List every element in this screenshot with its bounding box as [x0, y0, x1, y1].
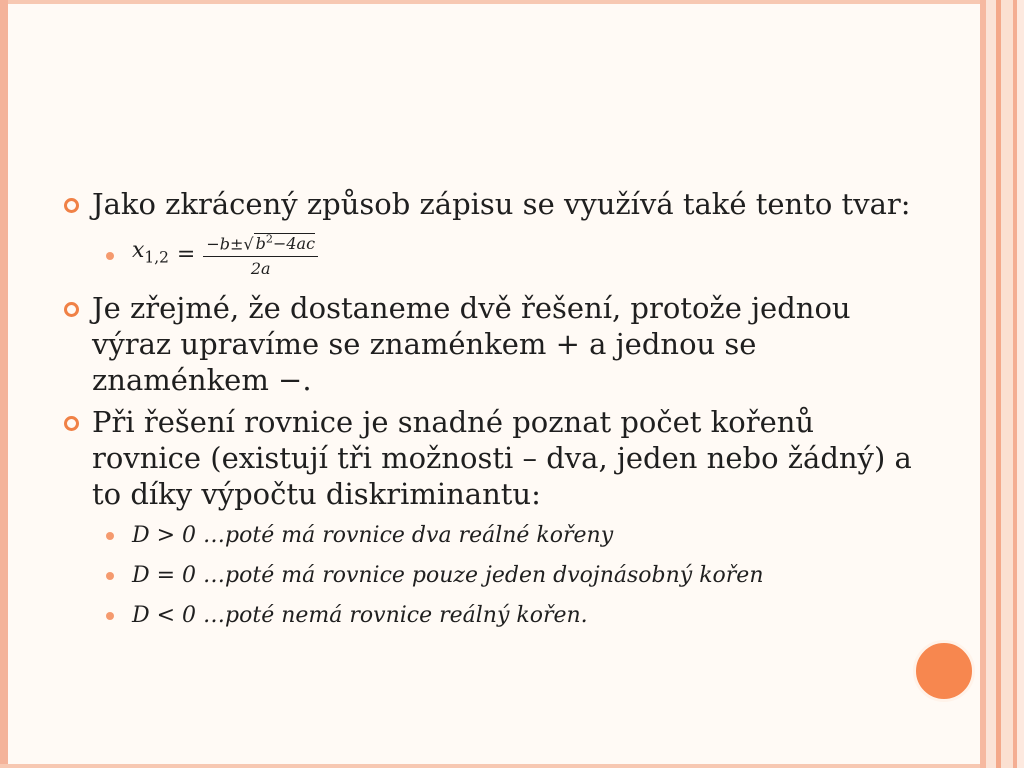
slide-bottom-border [0, 764, 1024, 768]
slide-top-border [0, 0, 1024, 4]
bullet-ring-icon [64, 198, 79, 213]
slide-content [62, 186, 922, 642]
bullet-text: Jako zkrácený způsob zápisu se využívá také tento tvar: [92, 187, 911, 221]
bullet-item [62, 404, 922, 512]
decorative-stripe [986, 0, 996, 768]
slide-left-border [0, 0, 8, 768]
formula-equals: = [176, 241, 196, 267]
quadratic-formula [132, 230, 318, 279]
bullet-dot-icon [106, 612, 114, 620]
bullet-item [62, 290, 922, 398]
bullet-text: Při řešení rovnice je snadné poznat počet kořenů rovnice (existují tři možnosti – dva, jeden nebo žádný) a to díky výpočtu diskriminantu: [92, 405, 912, 511]
decorative-stripe [1001, 0, 1013, 768]
sub-bullet-text: D = 0 …poté má rovnice pouze jeden dvojnásobný kořen [132, 563, 764, 588]
bullet-ring-icon [64, 416, 79, 431]
formula-numerator: −b±√ $b^2-4ac$ [203, 230, 318, 257]
sub-bullet-item [62, 522, 922, 550]
decorative-circle [913, 640, 975, 702]
sub-bullet-item [62, 562, 922, 590]
bullet-item [62, 186, 922, 222]
formula-lhs: $x_{1,2}$ [132, 238, 169, 267]
bullet-text: Je zřejmé, že dostaneme dvě řešení, protože jednou výraz upravíme se znaménkem + a jednou se znaménkem −. [92, 291, 851, 397]
bullet-dot-icon [106, 252, 114, 260]
formula-denominator: 2a [250, 259, 271, 279]
sub-bullet-item [62, 230, 922, 286]
sub-bullet-text: D < 0 …poté nemá rovnice reálný kořen. [132, 603, 588, 628]
sub-bullet-text: D > 0 …poté má rovnice dva reálné kořeny [132, 523, 614, 548]
bullet-dot-icon [106, 532, 114, 540]
bullet-ring-icon [64, 302, 79, 317]
bullet-dot-icon [106, 572, 114, 580]
formula-fraction [203, 230, 318, 279]
sub-bullet-item [62, 602, 922, 630]
decorative-stripe [1017, 0, 1024, 768]
